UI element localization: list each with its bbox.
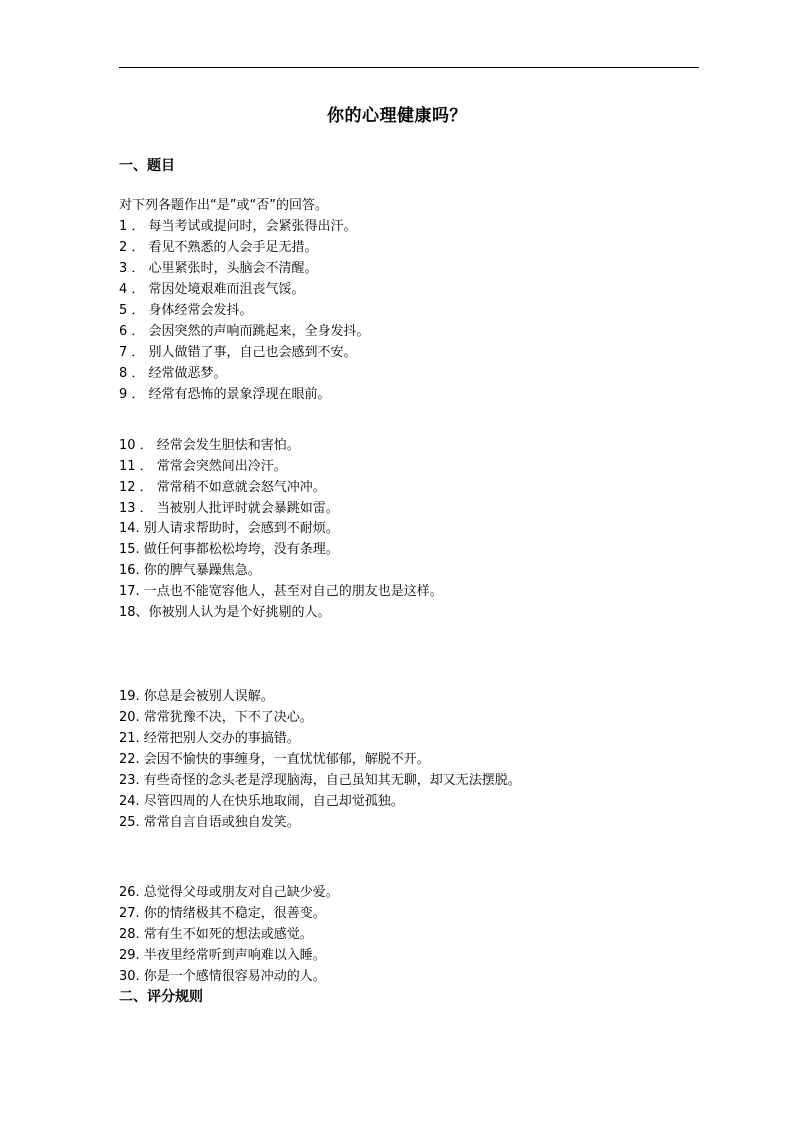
question-item: 5 ． 身体经常会发抖。 xyxy=(119,303,253,318)
question-item: 25. 常常自言自语或独自发笑。 xyxy=(119,815,300,830)
question-item: 2 ． 看见不熟悉的人会手足无措。 xyxy=(119,240,318,255)
intro-text: 对下列各题作出“是”或“否”的回答。 xyxy=(119,198,328,213)
section-heading-scoring: 二、评分规则 xyxy=(119,989,203,1005)
question-item: 1 ． 每当考试或提问时，会紧张得出汗。 xyxy=(119,219,357,234)
question-item: 6 ． 会因突然的声响而跳起来，全身发抖。 xyxy=(119,324,370,339)
question-item: 11 ． 常常会突然间出冷汗。 xyxy=(119,459,287,474)
question-item: 17. 一点也不能宽容他人，甚至对自己的朋友也是这样。 xyxy=(119,584,443,599)
question-item: 18、你被别人认为是个好挑剔的人。 xyxy=(119,605,331,620)
question-item: 7 ． 别人做错了事，自己也会感到不安。 xyxy=(119,345,357,360)
question-item: 28. 常有生不如死的想法或感觉。 xyxy=(119,927,313,942)
section-heading-questions: 一、题目 xyxy=(119,158,175,174)
question-item: 19. 你总是会被别人误解。 xyxy=(119,689,274,704)
question-item: 24. 尽管四周的人在快乐地取闹，自己却觉孤独。 xyxy=(119,794,404,809)
question-item: 3 ． 心里紧张时，头脑会不清醒。 xyxy=(119,261,318,276)
question-item: 16. 你的脾气暴躁焦急。 xyxy=(119,563,261,578)
question-item: 27. 你的情绪极其不稳定，很善变。 xyxy=(119,906,326,921)
question-item: 13 ． 当被别人批评时就会暴跳如雷。 xyxy=(119,501,339,516)
question-item: 29. 半夜里经常听到声响难以入睡。 xyxy=(119,948,326,963)
question-item: 9 ． 经常有恐怖的景象浮现在眼前。 xyxy=(119,387,331,402)
question-item: 8 ． 经常做恶梦。 xyxy=(119,366,227,381)
question-item: 20. 常常犹豫不决，下不了决心。 xyxy=(119,710,313,725)
question-item: 15. 做任何事都松松垮垮，没有条理。 xyxy=(119,542,339,557)
page-title: 你的心理健康吗？ xyxy=(327,106,467,126)
question-item: 21. 经常把别人交办的事搞错。 xyxy=(119,731,300,746)
question-item: 22. 会因不愉快的事缠身，一直忧忧郁郁，解脱不开。 xyxy=(119,752,430,767)
question-item: 14. 别人请求帮助时，会感到不耐烦。 xyxy=(119,521,339,536)
question-item: 4 ． 常因处境艰难而沮丧气馁。 xyxy=(119,282,305,297)
question-item: 23. 有些奇怪的念头老是浮现脑海，自己虽知其无聊，却又无法摆脱。 xyxy=(119,773,521,788)
question-item: 12 ． 常常稍不如意就会怒气冲冲。 xyxy=(119,480,326,495)
header-rule xyxy=(119,67,699,68)
question-item: 30. 你是一个感情很容易冲动的人。 xyxy=(119,969,326,984)
question-item: 26. 总觉得父母或朋友对自己缺少爱。 xyxy=(119,885,339,900)
question-item: 10 ． 经常会发生胆怯和害怕。 xyxy=(119,438,300,453)
